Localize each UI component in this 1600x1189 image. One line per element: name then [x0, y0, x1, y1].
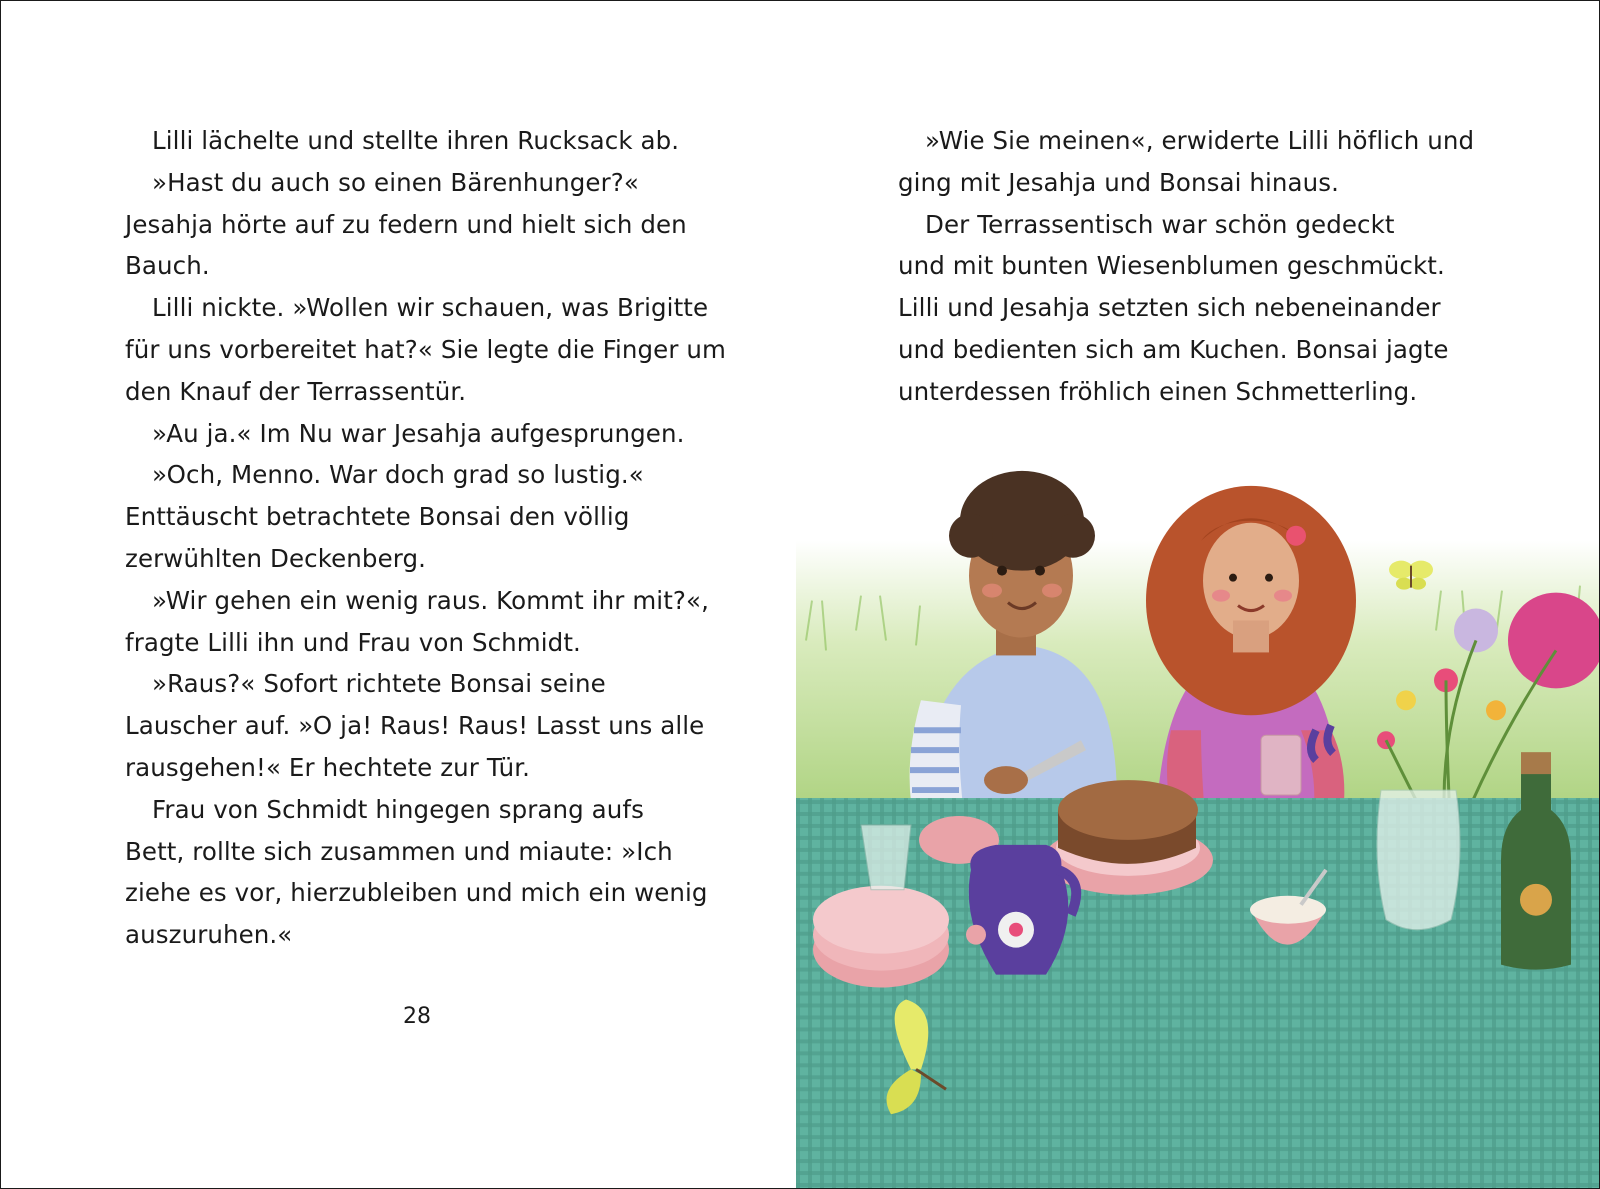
text-line: »Hast du auch so einen Bärenhunger?« — [152, 167, 639, 197]
text-line: fragte Lilli ihn und Frau von Schmidt. — [125, 627, 581, 657]
text-line: Frau von Schmidt hingegen sprang aufs — [152, 794, 645, 824]
page-number: 28 — [403, 1004, 431, 1029]
text-line: »Och, Menno. War doch grad so lustig.« — [152, 460, 644, 490]
right-page — [796, 1, 1599, 1188]
text-line: Lauscher auf. »O ja! Raus! Raus! Lasst uns alle — [125, 711, 705, 741]
text-line: Lilli lächelte und stellte ihren Rucksack ab. — [152, 126, 680, 155]
text-line: ging mit Jesahja und Bonsai hinaus. — [898, 167, 1340, 197]
text-line: unterdessen fröhlich einen Schmetterling. — [898, 376, 1418, 406]
text-line: den Knauf der Terrassentür. — [125, 376, 467, 406]
illustration-svg — [796, 441, 1599, 1188]
text-line: rausgehen!« Er hechtete zur Tür. — [125, 752, 531, 782]
text-line: Lilli nickte. »Wollen wir schauen, was Brigitte — [152, 293, 709, 323]
text-line: »Raus?« Sofort richtete Bonsai seine — [152, 669, 606, 699]
girl-figure — [1146, 486, 1356, 830]
text-line: »Au ja.« Im Nu war Jesahja aufgesprungen. — [152, 418, 685, 448]
text-line: »Wir gehen ein wenig raus. Kommt ihr mit?«, — [152, 585, 709, 615]
text-line: Jesahja hörte auf zu federn und hielt sich den — [125, 209, 687, 239]
text-line: Enttäuscht betrachtete Bonsai den völlig — [125, 502, 630, 532]
left-page-text — [125, 120, 726, 956]
text-line: Bauch. — [125, 251, 210, 281]
text-line: auszuruhen.« — [125, 920, 293, 950]
left-page — [1, 1, 796, 1188]
text-line: und mit bunten Wiesenblumen geschmückt. — [898, 251, 1445, 281]
terrace-illustration — [796, 441, 1599, 1188]
text-line: für uns vorbereitet hat?« Sie legte die Finger um — [125, 334, 726, 364]
text-line: Der Terrassentisch war schön gedeckt — [925, 209, 1395, 239]
text-line: Lilli und Jesahja setzten sich nebeneinander — [898, 293, 1441, 323]
text-line: ziehe es vor, hierzubleiben und mich ein wenig — [125, 878, 708, 908]
text-line: »Wie Sie meinen«, erwiderte Lilli höflich und — [925, 126, 1475, 155]
text-line: zerwühlten Deckenberg. — [125, 543, 427, 573]
text-line: Bett, rollte sich zusammen und miaute: »Ich — [125, 836, 673, 866]
right-page-text — [898, 120, 1498, 413]
text-line: und bedienten sich am Kuchen. Bonsai jagte — [898, 334, 1449, 364]
